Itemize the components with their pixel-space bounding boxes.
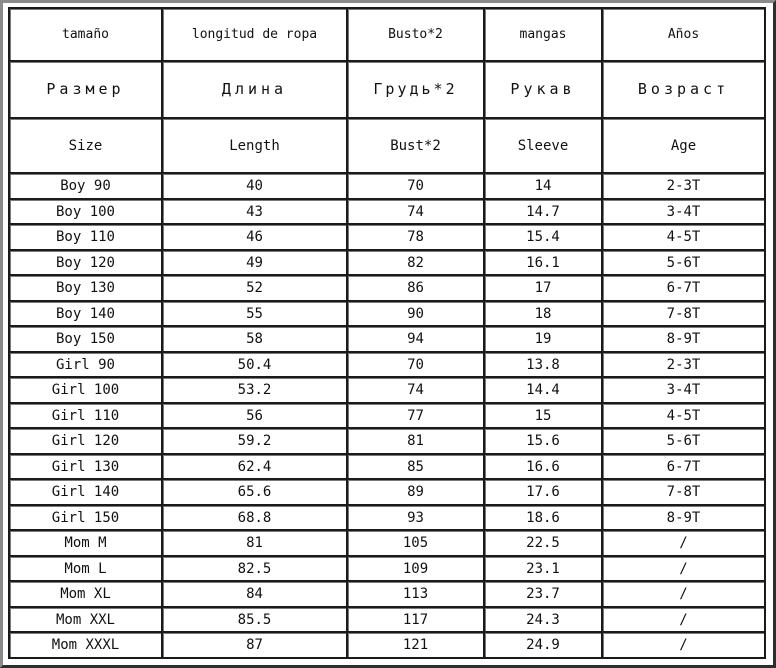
sleeve-cell: 15.4: [484, 224, 602, 250]
table-row: [9, 607, 765, 633]
size-cell: Boy 140: [9, 301, 162, 327]
header-size-ru: Размер: [9, 61, 162, 118]
age-cell: /: [602, 581, 765, 607]
size-cell: Boy 130: [9, 275, 162, 301]
table-row: [9, 275, 765, 301]
bust-cell: 70: [347, 173, 484, 199]
size-cell: Girl 140: [9, 479, 162, 505]
bust-cell: 105: [347, 530, 484, 556]
length-cell: 84: [162, 581, 347, 607]
bust-cell: 93: [347, 505, 484, 531]
header-size-en: Size: [9, 118, 162, 173]
table-row: [9, 556, 765, 582]
header-bust-ru: Грудь*2: [347, 61, 484, 118]
age-cell: 4-5T: [602, 224, 765, 250]
size-cell: Boy 150: [9, 326, 162, 352]
length-cell: 50.4: [162, 352, 347, 378]
table-row: [9, 428, 765, 454]
bust-cell: 121: [347, 632, 484, 658]
age-cell: 6-7T: [602, 275, 765, 301]
sleeve-cell: 15.6: [484, 428, 602, 454]
sleeve-cell: 16.6: [484, 454, 602, 480]
length-cell: 49: [162, 250, 347, 276]
age-cell: 7-8T: [602, 479, 765, 505]
age-cell: 3-4T: [602, 199, 765, 225]
length-cell: 55: [162, 301, 347, 327]
table-row: [9, 403, 765, 429]
table-row: [9, 301, 765, 327]
table-row: [9, 326, 765, 352]
size-chart-table: [8, 7, 766, 659]
age-cell: 2-3T: [602, 173, 765, 199]
header-length-ru: Длина: [162, 61, 347, 118]
sleeve-cell: 13.8: [484, 352, 602, 378]
bust-cell: 78: [347, 224, 484, 250]
sleeve-cell: 15: [484, 403, 602, 429]
size-cell: Mom M: [9, 530, 162, 556]
bust-cell: 109: [347, 556, 484, 582]
sleeve-cell: 14: [484, 173, 602, 199]
header-age-ru: Возраст: [602, 61, 765, 118]
table-row: [9, 454, 765, 480]
header-age-es: Años: [602, 8, 765, 61]
header-row-spanish: [9, 8, 765, 61]
length-cell: 62.4: [162, 454, 347, 480]
sleeve-cell: 18.6: [484, 505, 602, 531]
header-bust-en: Bust*2: [347, 118, 484, 173]
bust-cell: 89: [347, 479, 484, 505]
size-cell: Boy 120: [9, 250, 162, 276]
header-length-es: longitud de ropa: [162, 8, 347, 61]
header-length-en: Length: [162, 118, 347, 173]
bust-cell: 117: [347, 607, 484, 633]
age-cell: 3-4T: [602, 377, 765, 403]
sleeve-cell: 14.4: [484, 377, 602, 403]
table-row: [9, 377, 765, 403]
length-cell: 40: [162, 173, 347, 199]
bust-cell: 77: [347, 403, 484, 429]
age-cell: /: [602, 556, 765, 582]
size-cell: Mom XXXL: [9, 632, 162, 658]
header-sleeve-es: mangas: [484, 8, 602, 61]
table-row: [9, 479, 765, 505]
age-cell: 7-8T: [602, 301, 765, 327]
bust-cell: 113: [347, 581, 484, 607]
age-cell: /: [602, 607, 765, 633]
table-row: [9, 632, 765, 658]
length-cell: 56: [162, 403, 347, 429]
sleeve-cell: 17: [484, 275, 602, 301]
length-cell: 87: [162, 632, 347, 658]
header-sleeve-en: Sleeve: [484, 118, 602, 173]
size-cell: Mom XL: [9, 581, 162, 607]
age-cell: 2-3T: [602, 352, 765, 378]
table-row: [9, 581, 765, 607]
size-cell: Girl 130: [9, 454, 162, 480]
sleeve-cell: 23.1: [484, 556, 602, 582]
sleeve-cell: 23.7: [484, 581, 602, 607]
table-row: [9, 224, 765, 250]
size-cell: Girl 150: [9, 505, 162, 531]
bust-cell: 90: [347, 301, 484, 327]
bust-cell: 86: [347, 275, 484, 301]
length-cell: 65.6: [162, 479, 347, 505]
age-cell: 5-6T: [602, 250, 765, 276]
age-cell: 8-9T: [602, 326, 765, 352]
table-row: [9, 173, 765, 199]
size-cell: Girl 90: [9, 352, 162, 378]
bust-cell: 94: [347, 326, 484, 352]
size-cell: Girl 110: [9, 403, 162, 429]
age-cell: /: [602, 530, 765, 556]
sleeve-cell: 22.5: [484, 530, 602, 556]
length-cell: 43: [162, 199, 347, 225]
length-cell: 46: [162, 224, 347, 250]
length-cell: 68.8: [162, 505, 347, 531]
sleeve-cell: 19: [484, 326, 602, 352]
length-cell: 53.2: [162, 377, 347, 403]
length-cell: 59.2: [162, 428, 347, 454]
sleeve-cell: 14.7: [484, 199, 602, 225]
size-cell: Boy 110: [9, 224, 162, 250]
length-cell: 81: [162, 530, 347, 556]
size-cell: Boy 90: [9, 173, 162, 199]
table-row: [9, 505, 765, 531]
bust-cell: 70: [347, 352, 484, 378]
table-row: [9, 352, 765, 378]
size-cell: Mom XXL: [9, 607, 162, 633]
length-cell: 85.5: [162, 607, 347, 633]
length-cell: 52: [162, 275, 347, 301]
bust-cell: 81: [347, 428, 484, 454]
sleeve-cell: 24.3: [484, 607, 602, 633]
sleeve-cell: 16.1: [484, 250, 602, 276]
table-row: [9, 530, 765, 556]
age-cell: 4-5T: [602, 403, 765, 429]
size-cell: Boy 100: [9, 199, 162, 225]
length-cell: 82.5: [162, 556, 347, 582]
header-row-english: [9, 118, 765, 173]
header-sleeve-ru: Рукав: [484, 61, 602, 118]
size-cell: Mom L: [9, 556, 162, 582]
size-cell: Girl 120: [9, 428, 162, 454]
age-cell: 5-6T: [602, 428, 765, 454]
table-row: [9, 250, 765, 276]
table-row: [9, 199, 765, 225]
age-cell: 8-9T: [602, 505, 765, 531]
bust-cell: 85: [347, 454, 484, 480]
size-cell: Girl 100: [9, 377, 162, 403]
bust-cell: 74: [347, 377, 484, 403]
length-cell: 58: [162, 326, 347, 352]
sleeve-cell: 24.9: [484, 632, 602, 658]
bust-cell: 82: [347, 250, 484, 276]
sleeve-cell: 17.6: [484, 479, 602, 505]
age-cell: 6-7T: [602, 454, 765, 480]
age-cell: /: [602, 632, 765, 658]
header-age-en: Age: [602, 118, 765, 173]
bust-cell: 74: [347, 199, 484, 225]
sleeve-cell: 18: [484, 301, 602, 327]
header-bust-es: Busto*2: [347, 8, 484, 61]
header-row-russian: [9, 61, 765, 118]
header-size-es: tamaño: [9, 8, 162, 61]
